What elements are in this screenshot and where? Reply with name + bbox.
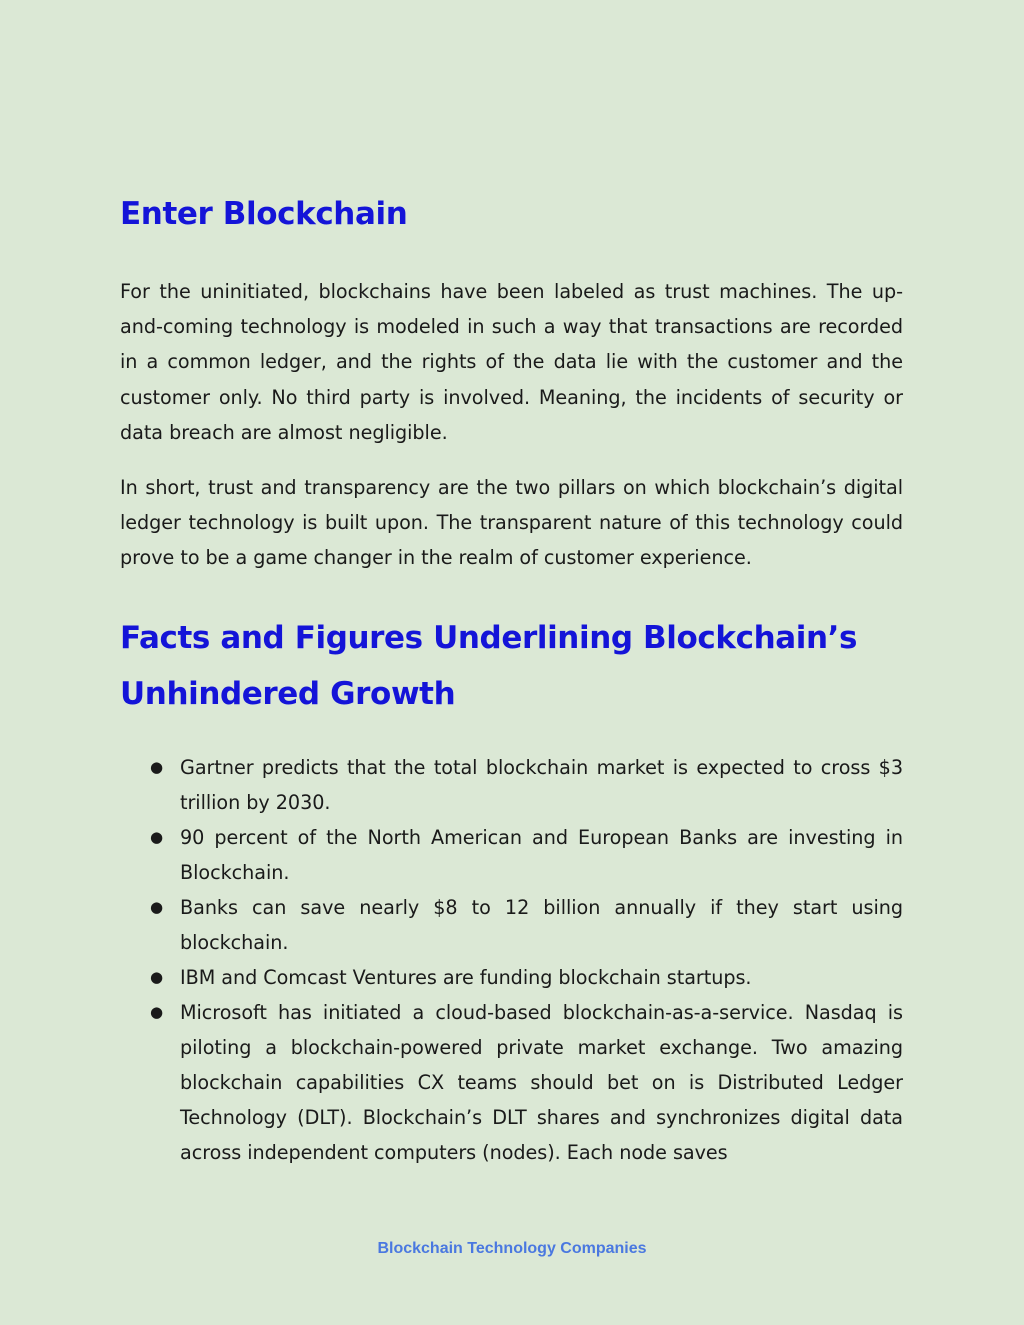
bullet-icon: ● (150, 1002, 164, 1021)
heading-line-2: Unhindered Growth (120, 675, 456, 712)
facts-list (120, 750, 903, 1170)
heading-facts-and-figures (120, 610, 903, 722)
list-item-text: IBM and Comcast Ventures are funding blockchain startups. (180, 965, 752, 989)
bullet-icon: ● (150, 757, 164, 776)
list-item (120, 820, 903, 890)
paragraph-trust-transparency: In short, trust and transparency are the two pillars on which blockchain’s digital ledger technology is built upon. The transparent nature of this technology could prove to be a game changer in the realm of customer experience. (120, 476, 903, 570)
bullet-icon: ● (150, 827, 164, 846)
list-item (120, 995, 903, 1170)
list-item-text: Microsoft has initiated a cloud-based blockchain-as-a-service. Nasdaq is piloting a blockchain-powered private market exchange. Two amazing blockchain capabilities CX teams should bet on is Distributed Ledger Technology (DLT). Blockchain’s DLT shares and synchronizes digital data across independent computers (nodes). Each node saves (180, 1000, 903, 1164)
list-item (120, 960, 903, 995)
paragraph-trust-machines: For the uninitiated, blockchains have been labeled as trust machines. The up-and-coming technology is modeled in such a way that transactions are recorded in a common ledger, and the rights of the data lie with the customer and the customer only. No third party is involved. Meaning, the incidents of security or data breach are almost negligible. (120, 280, 903, 444)
heading-enter-blockchain: Enter Blockchain (120, 196, 408, 232)
footer-link-blockchain-companies[interactable]: Blockchain Technology Companies (377, 1240, 647, 1257)
list-item (120, 890, 903, 960)
heading-line-1: Facts and Figures Underlining Blockchain’s (120, 619, 858, 656)
list-item-text: 90 percent of the North American and European Banks are investing in Blockchain. (180, 825, 903, 884)
list-item-text: Gartner predicts that the total blockchain market is expected to cross $3 trillion by 2030. (180, 755, 903, 814)
document-page (120, 186, 903, 1170)
list-item (120, 750, 903, 820)
list-item-text: Banks can save nearly $8 to 12 billion annually if they start using blockchain. (180, 895, 903, 954)
bullet-icon: ● (150, 967, 164, 986)
bullet-icon: ● (150, 897, 164, 916)
